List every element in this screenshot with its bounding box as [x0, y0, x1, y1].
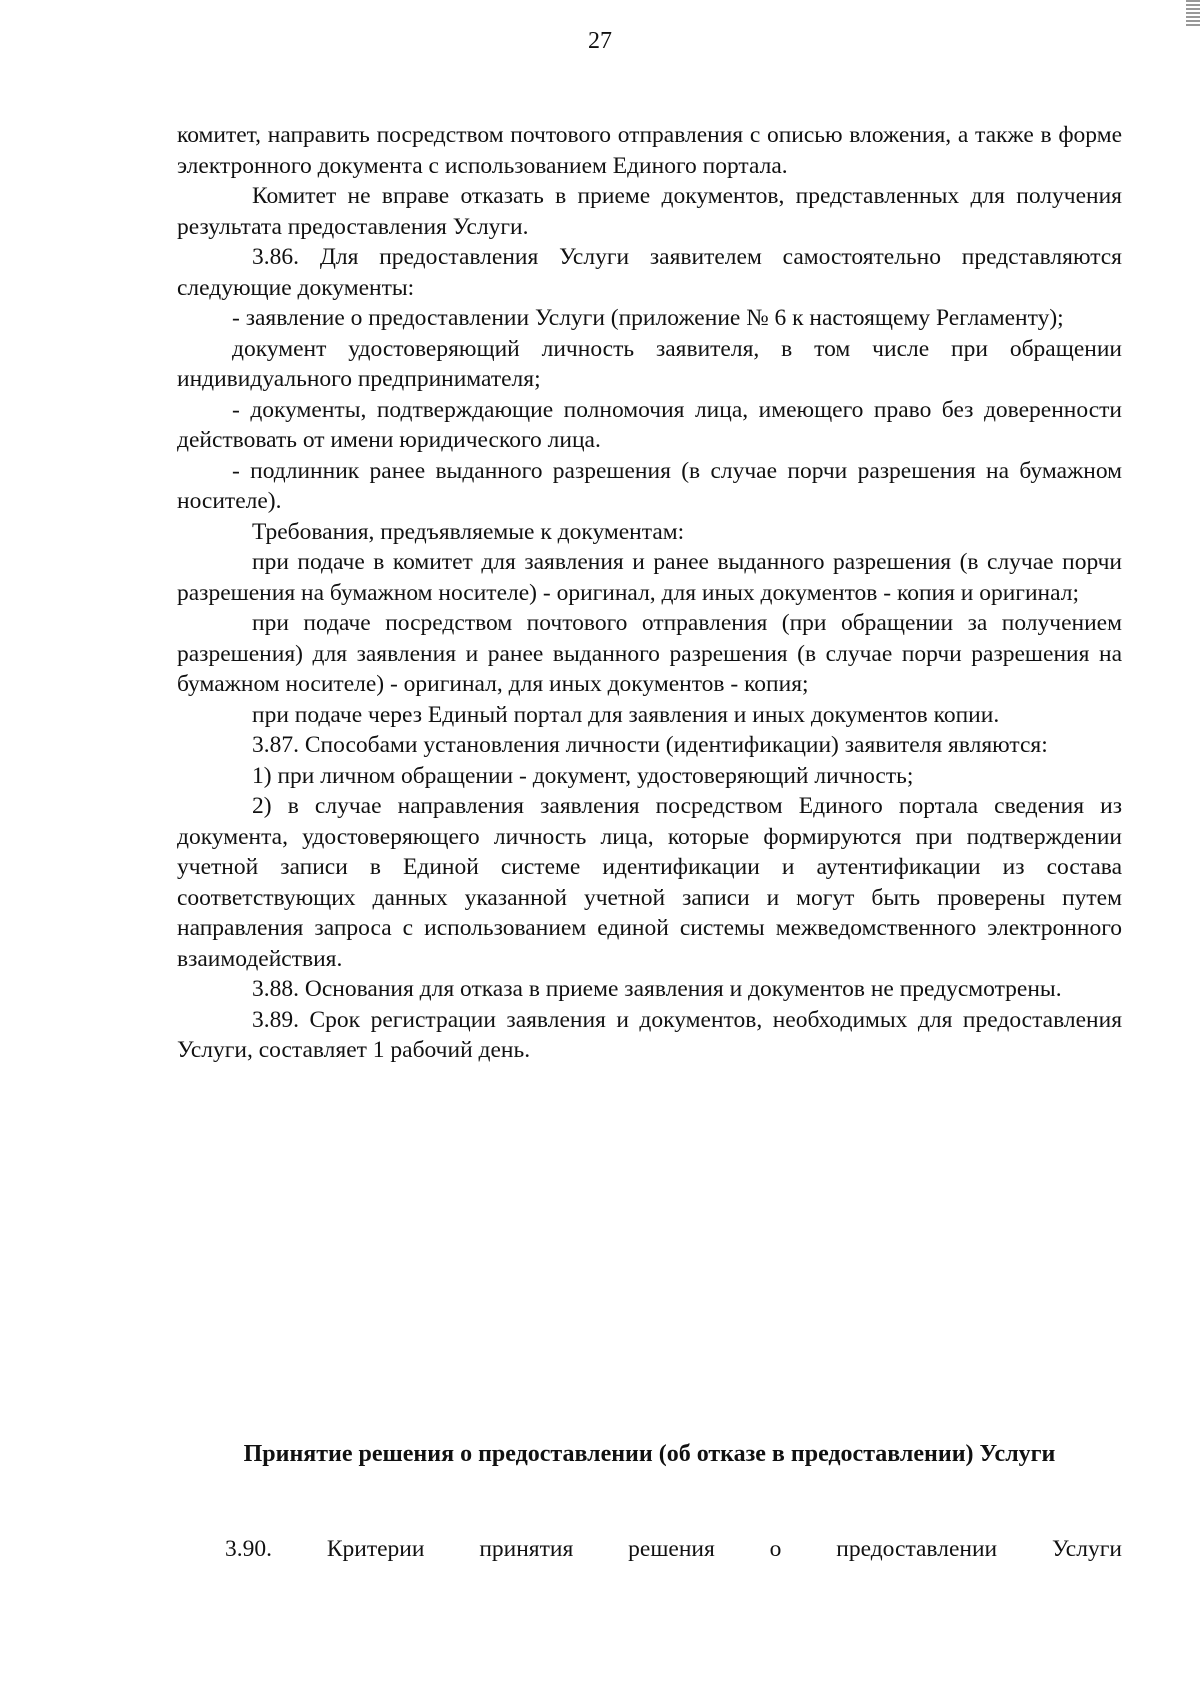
- paragraph: 3.88. Основания для отказа в приеме заявления и документов не предусмотрены.: [252, 976, 1062, 1002]
- scan-artifact: [1186, 0, 1200, 26]
- paragraph: при подаче через Единый портал для заявления и иных документов копии.: [252, 701, 1000, 728]
- paragraph: - подлинник ранее выданного разрешения (в случае порчи разрешения на бумажном носителе).: [177, 457, 1122, 514]
- paragraph: 3.89. Срок регистрации заявления и документов, необходимых для предоставления Услуги, составляет 1 рабочий день.: [177, 1006, 1122, 1063]
- clause-number: 3.90.: [225, 1536, 272, 1562]
- paragraph: 2) в случае направления заявления посредством Единого портала сведения из документа, удостоверяющего личность лица, которые формируются при подтверждении учетной записи в Единой системе идентификации и аутентификации из состава соответствующих данных указанной учетной записи и могут быть проверены путем направления запроса с использованием единой системы межведомственного электронного взаимодействия.: [177, 793, 1122, 972]
- trailing-word: Критерии: [326, 1536, 425, 1562]
- paragraph: - заявление о предоставлении Услуги (приложение № 6 к настоящему Регламенту);: [232, 305, 1064, 331]
- paragraph-3-90-start: [225, 1534, 1122, 1564]
- section-heading: Принятие решения о предоставлении (об отказе в предоставлении) Услуги: [243, 1441, 1056, 1467]
- paragraph: при подаче посредством почтового отправления (при обращении за получением разрешения) для заявления и ранее выданного разрешения (в случае порчи разрешения на бумажном носителе) - оригинал, для иных документов - копия;: [177, 610, 1122, 697]
- page-number: 27: [588, 28, 612, 54]
- paragraph: 1) при личном обращении - документ, удостоверяющий личность;: [252, 762, 914, 789]
- paragraph: комитет, направить посредством почтового отправления с описью вложения, а также в форме электронного документа с использованием Единого портала.: [177, 122, 1122, 179]
- paragraph: при подаче в комитет для заявления и ранее выданного разрешения (в случае порчи разрешения на бумажном носителе) - оригинал, для иных документов - копия и оригинал;: [177, 549, 1122, 606]
- paragraph: Комитет не вправе отказать в приеме документов, представленных для получения результата предоставления Услуги.: [177, 183, 1122, 240]
- paragraph: 3.86. Для предоставления Услуги заявителем самостоятельно представляются следующие документы:: [177, 244, 1122, 301]
- paragraph: Требования, предъявляемые к документам:: [252, 518, 685, 545]
- trailing-word: о: [769, 1536, 782, 1562]
- trailing-word: предоставлении: [836, 1536, 998, 1562]
- body-text: [177, 120, 1122, 1066]
- trailing-word: решения: [628, 1536, 715, 1562]
- paragraph: - документы, подтверждающие полномочия лица, имеющего право без доверенности действовать от имени юридического лица.: [177, 396, 1122, 453]
- paragraph: 3.87. Способами установления личности (идентификации) заявителя являются:: [252, 732, 1048, 758]
- trailing-word: Услуги: [1051, 1536, 1122, 1562]
- trailing-word: принятия: [479, 1536, 574, 1562]
- paragraph: документ удостоверяющий личность заявителя, в том числе при обращении индивидуального предпринимателя;: [177, 335, 1122, 392]
